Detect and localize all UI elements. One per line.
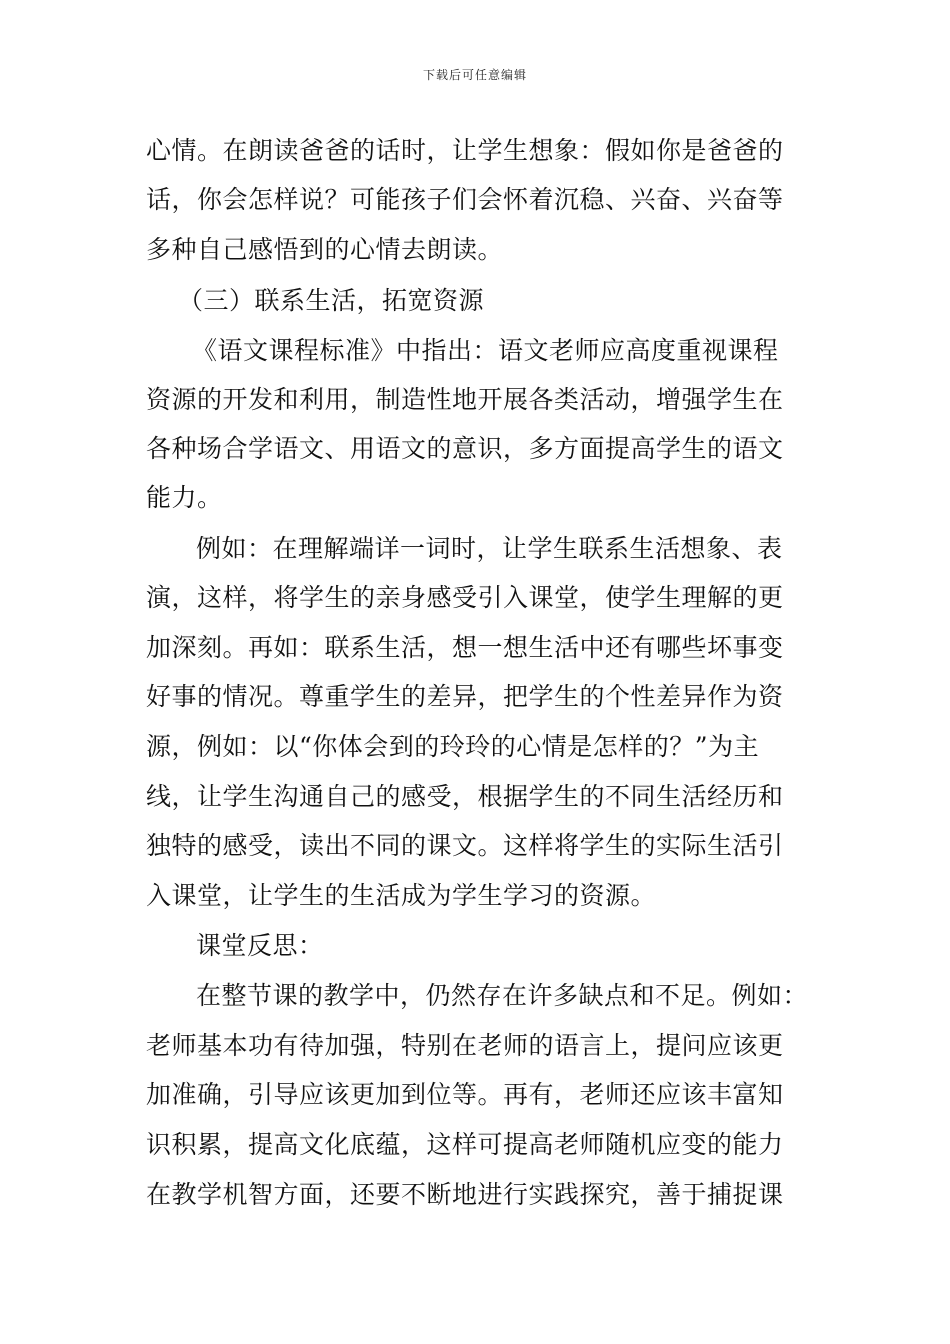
text-line-20: 加准确，引导应该更加到位等。再有，老师还应该丰富知 (146, 1080, 784, 1109)
text-line-1: 心情。在朗读爸爸的话时，让学生想象：假如你是爸爸的 (146, 136, 784, 165)
section-heading: （三）联系生活，拓宽资源 (178, 286, 485, 315)
text-line-21: 识积累，提高文化底蕴，这样可提高老师随机应变的能力 (146, 1130, 784, 1159)
text-line-2: 话，你会怎样说？可能孩子们会怀着沉稳、兴奋、兴奋等 (146, 185, 784, 214)
text-line-22: 在教学机智方面，还要不断地进行实践探究，善于捕捉课 (146, 1180, 784, 1209)
reflection-heading: 课堂反思： (196, 931, 324, 960)
text-line-10: 演，这样，将学生的亲身感受引入课堂，使学生理解的更 (146, 583, 784, 612)
text-line-12: 好事的情况。尊重学生的差异，把学生的个性差异作为资 (146, 682, 784, 711)
page-header: 下载后可任意编辑 (422, 68, 527, 82)
text-line-15: 独特的感受，读出不同的课文。这样将学生的实际生活引 (146, 831, 784, 860)
text-line-19: 老师基本功有待加强，特别在老师的语言上，提问应该更 (146, 1031, 784, 1060)
text-line-11: 加深刻。再如：联系生活，想一想生活中还有哪些坏事变 (146, 633, 784, 662)
text-line-6: 资源的开发和利用，制造性地开展各类活动，增强学生在 (146, 385, 784, 414)
text-line-9: 例如：在理解端详一词时，让学生联系生活想象、表 (196, 534, 783, 563)
text-line-8: 能力。 (146, 483, 223, 512)
text-line-16: 入课堂，让学生的生活成为学生学习的资源。 (146, 881, 657, 910)
text-line-5: 《语文课程标准》中指出：语文老师应高度重视课程 (192, 336, 779, 365)
text-line-13: 源，例如：以“你体会到的玲玲的心情是怎样的？”为主 (146, 732, 760, 761)
text-line-14: 线，让学生沟通自己的感受，根据学生的不同生活经历和 (146, 782, 784, 811)
text-line-3: 多种自己感悟到的心情去朗读。 (146, 235, 504, 264)
text-line-18: 在整节课的教学中，仍然存在许多缺点和不足。例如： (196, 981, 809, 1010)
text-line-7: 各种场合学语文、用语文的意识，多方面提高学生的语文 (146, 434, 784, 463)
